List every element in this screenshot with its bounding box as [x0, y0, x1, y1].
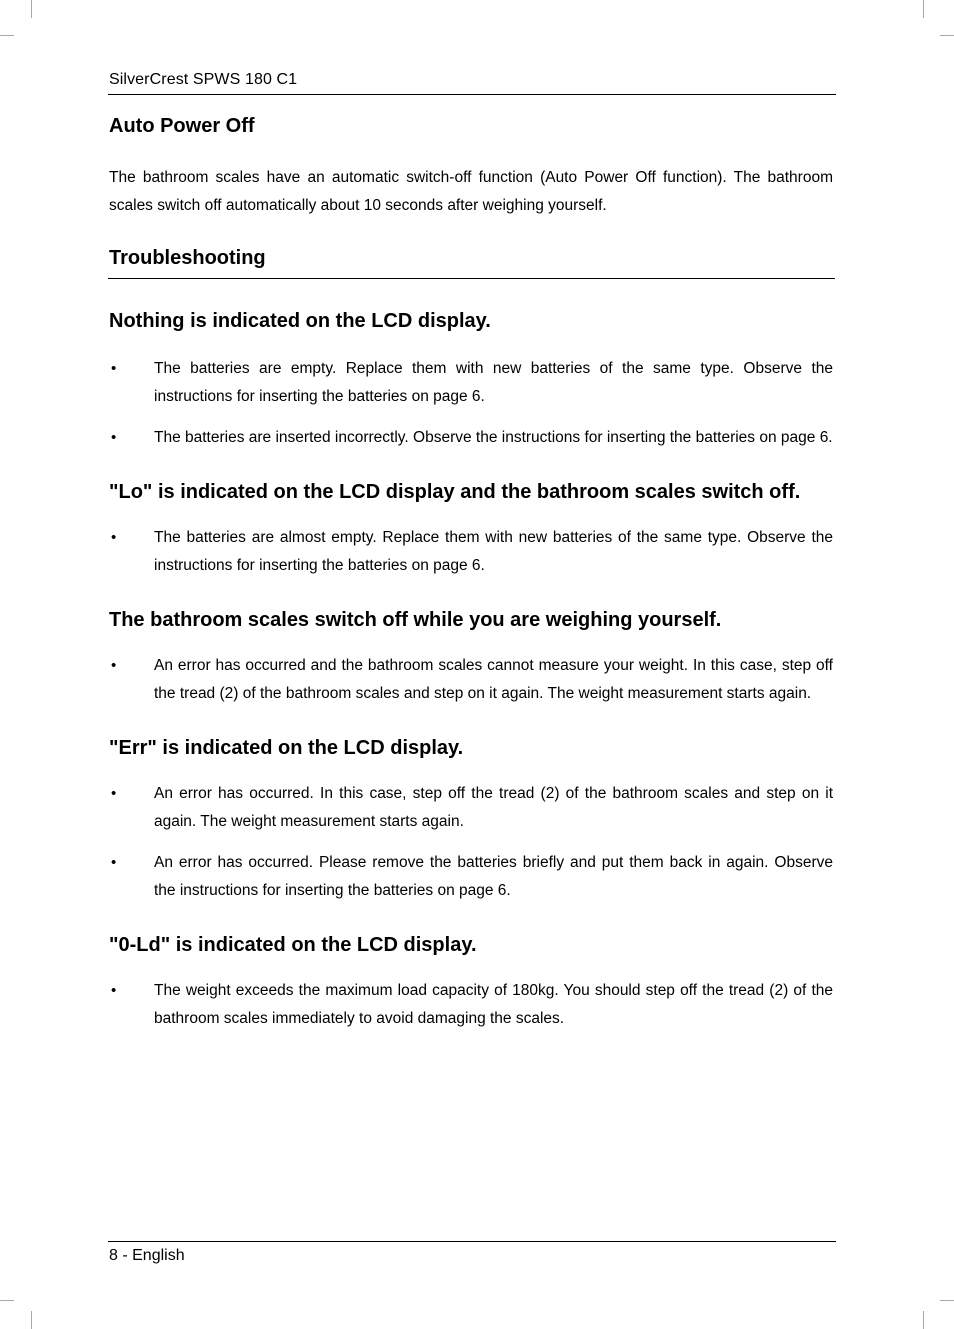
bullet-icon: • — [111, 785, 117, 802]
bullet-text: The batteries are empty. Replace them with new batteries of the same type. Observe the instructions for inserting the batteries on page 6. — [154, 360, 833, 405]
bullet-text: An error has occurred and the bathroom scales cannot measure your weight. In this case, step off the tread (2) of the bathroom scales and step on it again. The weight measurement starts again. — [154, 657, 833, 702]
list-item — [109, 780, 833, 836]
bullet-icon: • — [111, 360, 117, 377]
bullet-text: An error has occurred. Please remove the batteries briefly and put them back in again. Observe the instructions for inserting the batteries on page 6. — [154, 854, 833, 899]
crop-mark — [923, 1311, 924, 1329]
issue-heading-0-ld: "0-Ld" is indicated on the LCD display. — [109, 934, 477, 956]
issue-bullets-lo — [109, 524, 833, 580]
troubleshooting-rule — [108, 278, 835, 279]
page-content — [109, 112, 833, 1033]
bullet-text: The batteries are inserted incorrectly. Observe the instructions for inserting the batteries on page 6. — [154, 429, 833, 446]
crop-mark — [0, 1300, 14, 1301]
crop-mark — [940, 1300, 954, 1301]
crop-mark — [923, 0, 924, 18]
auto-power-off-title: Auto Power Off — [109, 115, 255, 137]
bullet-text: The weight exceeds the maximum load capacity of 180kg. You should step off the tread (2) of the bathroom scales immediately to avoid damaging the scales. — [154, 982, 833, 1027]
bullet-icon: • — [111, 982, 117, 999]
issue-bullets-err — [109, 780, 833, 905]
bullet-icon: • — [111, 854, 117, 871]
crop-mark — [0, 35, 14, 36]
bullet-icon: • — [111, 429, 117, 446]
list-item — [109, 355, 833, 411]
bullet-text: An error has occurred. In this case, step off the tread (2) of the bathroom scales and step on it again. The weight measurement starts again. — [154, 785, 833, 830]
bullet-icon: • — [111, 657, 117, 674]
list-item — [109, 652, 833, 708]
running-header: SilverCrest SPWS 180 C1 — [109, 71, 298, 88]
issue-heading-no-display: Nothing is indicated on the LCD display. — [109, 310, 491, 332]
footer-rule — [108, 1241, 836, 1242]
list-item — [109, 524, 833, 580]
crop-mark — [940, 35, 954, 36]
list-item — [109, 849, 833, 905]
crop-mark — [31, 1311, 32, 1329]
auto-power-off-text: The bathroom scales have an automatic switch-off function (Auto Power Off function). The bathroom scales switch off automatically about 10 seconds after weighing yourself. — [109, 169, 833, 214]
issue-heading-lo: "Lo" is indicated on the LCD display and the bathroom scales switch off. — [109, 481, 801, 503]
issue-bullets-0-ld — [109, 977, 833, 1033]
bullet-text: The batteries are almost empty. Replace them with new batteries of the same type. Observe the instructions for inserting the batteries on page 6. — [154, 529, 833, 574]
crop-mark — [31, 0, 32, 18]
issue-heading-err: "Err" is indicated on the LCD display. — [109, 737, 464, 759]
troubleshooting-title: Troubleshooting — [109, 247, 266, 269]
header-rule — [108, 94, 836, 95]
issue-heading-switch-off: The bathroom scales switch off while you are weighing yourself. — [109, 609, 722, 631]
issue-bullets-no-display — [109, 355, 833, 452]
page-number: 8 - English — [109, 1247, 185, 1264]
bullet-icon: • — [111, 529, 117, 546]
issue-bullets-switch-off — [109, 652, 833, 708]
list-item — [109, 977, 833, 1033]
list-item — [109, 424, 833, 452]
